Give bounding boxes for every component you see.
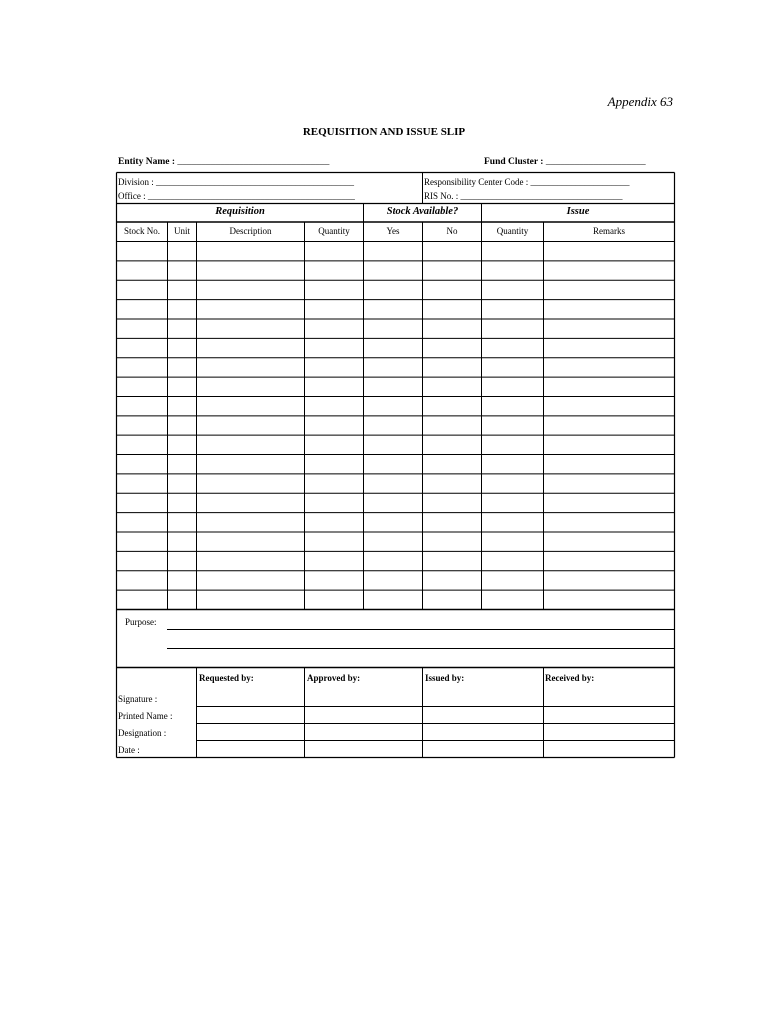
col-remarks: Remarks [593, 226, 625, 236]
entity-name-line: ________________________________ [177, 157, 330, 167]
printed-name-row-label: Printed Name : [118, 711, 173, 721]
received-by-header: Received by: [545, 673, 595, 683]
section-issue: Issue [566, 206, 590, 217]
signature-row-label: Signature : [118, 694, 158, 704]
col-no: No [446, 226, 458, 236]
col-description: Description [229, 226, 272, 236]
division-field: Division : ____________________________________________ [118, 177, 355, 187]
requested-by-header: Requested by: [199, 673, 254, 683]
col-yes: Yes [386, 226, 400, 236]
section-stock-available: Stock Available? [386, 206, 459, 217]
fund-cluster-label: Fund Cluster : [484, 157, 544, 167]
purpose-label: Purpose: [125, 617, 157, 627]
fund-cluster-line: _____________________ [545, 157, 646, 167]
issued-by-header: Issued by: [425, 673, 465, 683]
office-field: Office : ______________________________________________ [118, 191, 355, 201]
appendix-label: Appendix 63 [607, 94, 673, 109]
col-issue-quantity: Quantity [496, 226, 529, 236]
col-requisition-quantity: Quantity [318, 226, 350, 236]
form-title: REQUISITION AND ISSUE SLIP [302, 126, 466, 138]
designation-row-label: Designation : [118, 728, 167, 738]
responsibility-center-code-field: Responsibility Center Code : ______________________ [424, 177, 630, 187]
ris-number-field: RIS No. : ____________________________________ [424, 191, 623, 201]
col-stock-no: Stock No. [124, 226, 160, 236]
entity-name-label: Entity Name : [118, 157, 175, 167]
col-unit: Unit [173, 226, 190, 236]
section-requisition: Requisition [215, 206, 265, 217]
date-row-label: Date : [118, 745, 140, 755]
approved-by-header: Approved by: [307, 673, 361, 683]
